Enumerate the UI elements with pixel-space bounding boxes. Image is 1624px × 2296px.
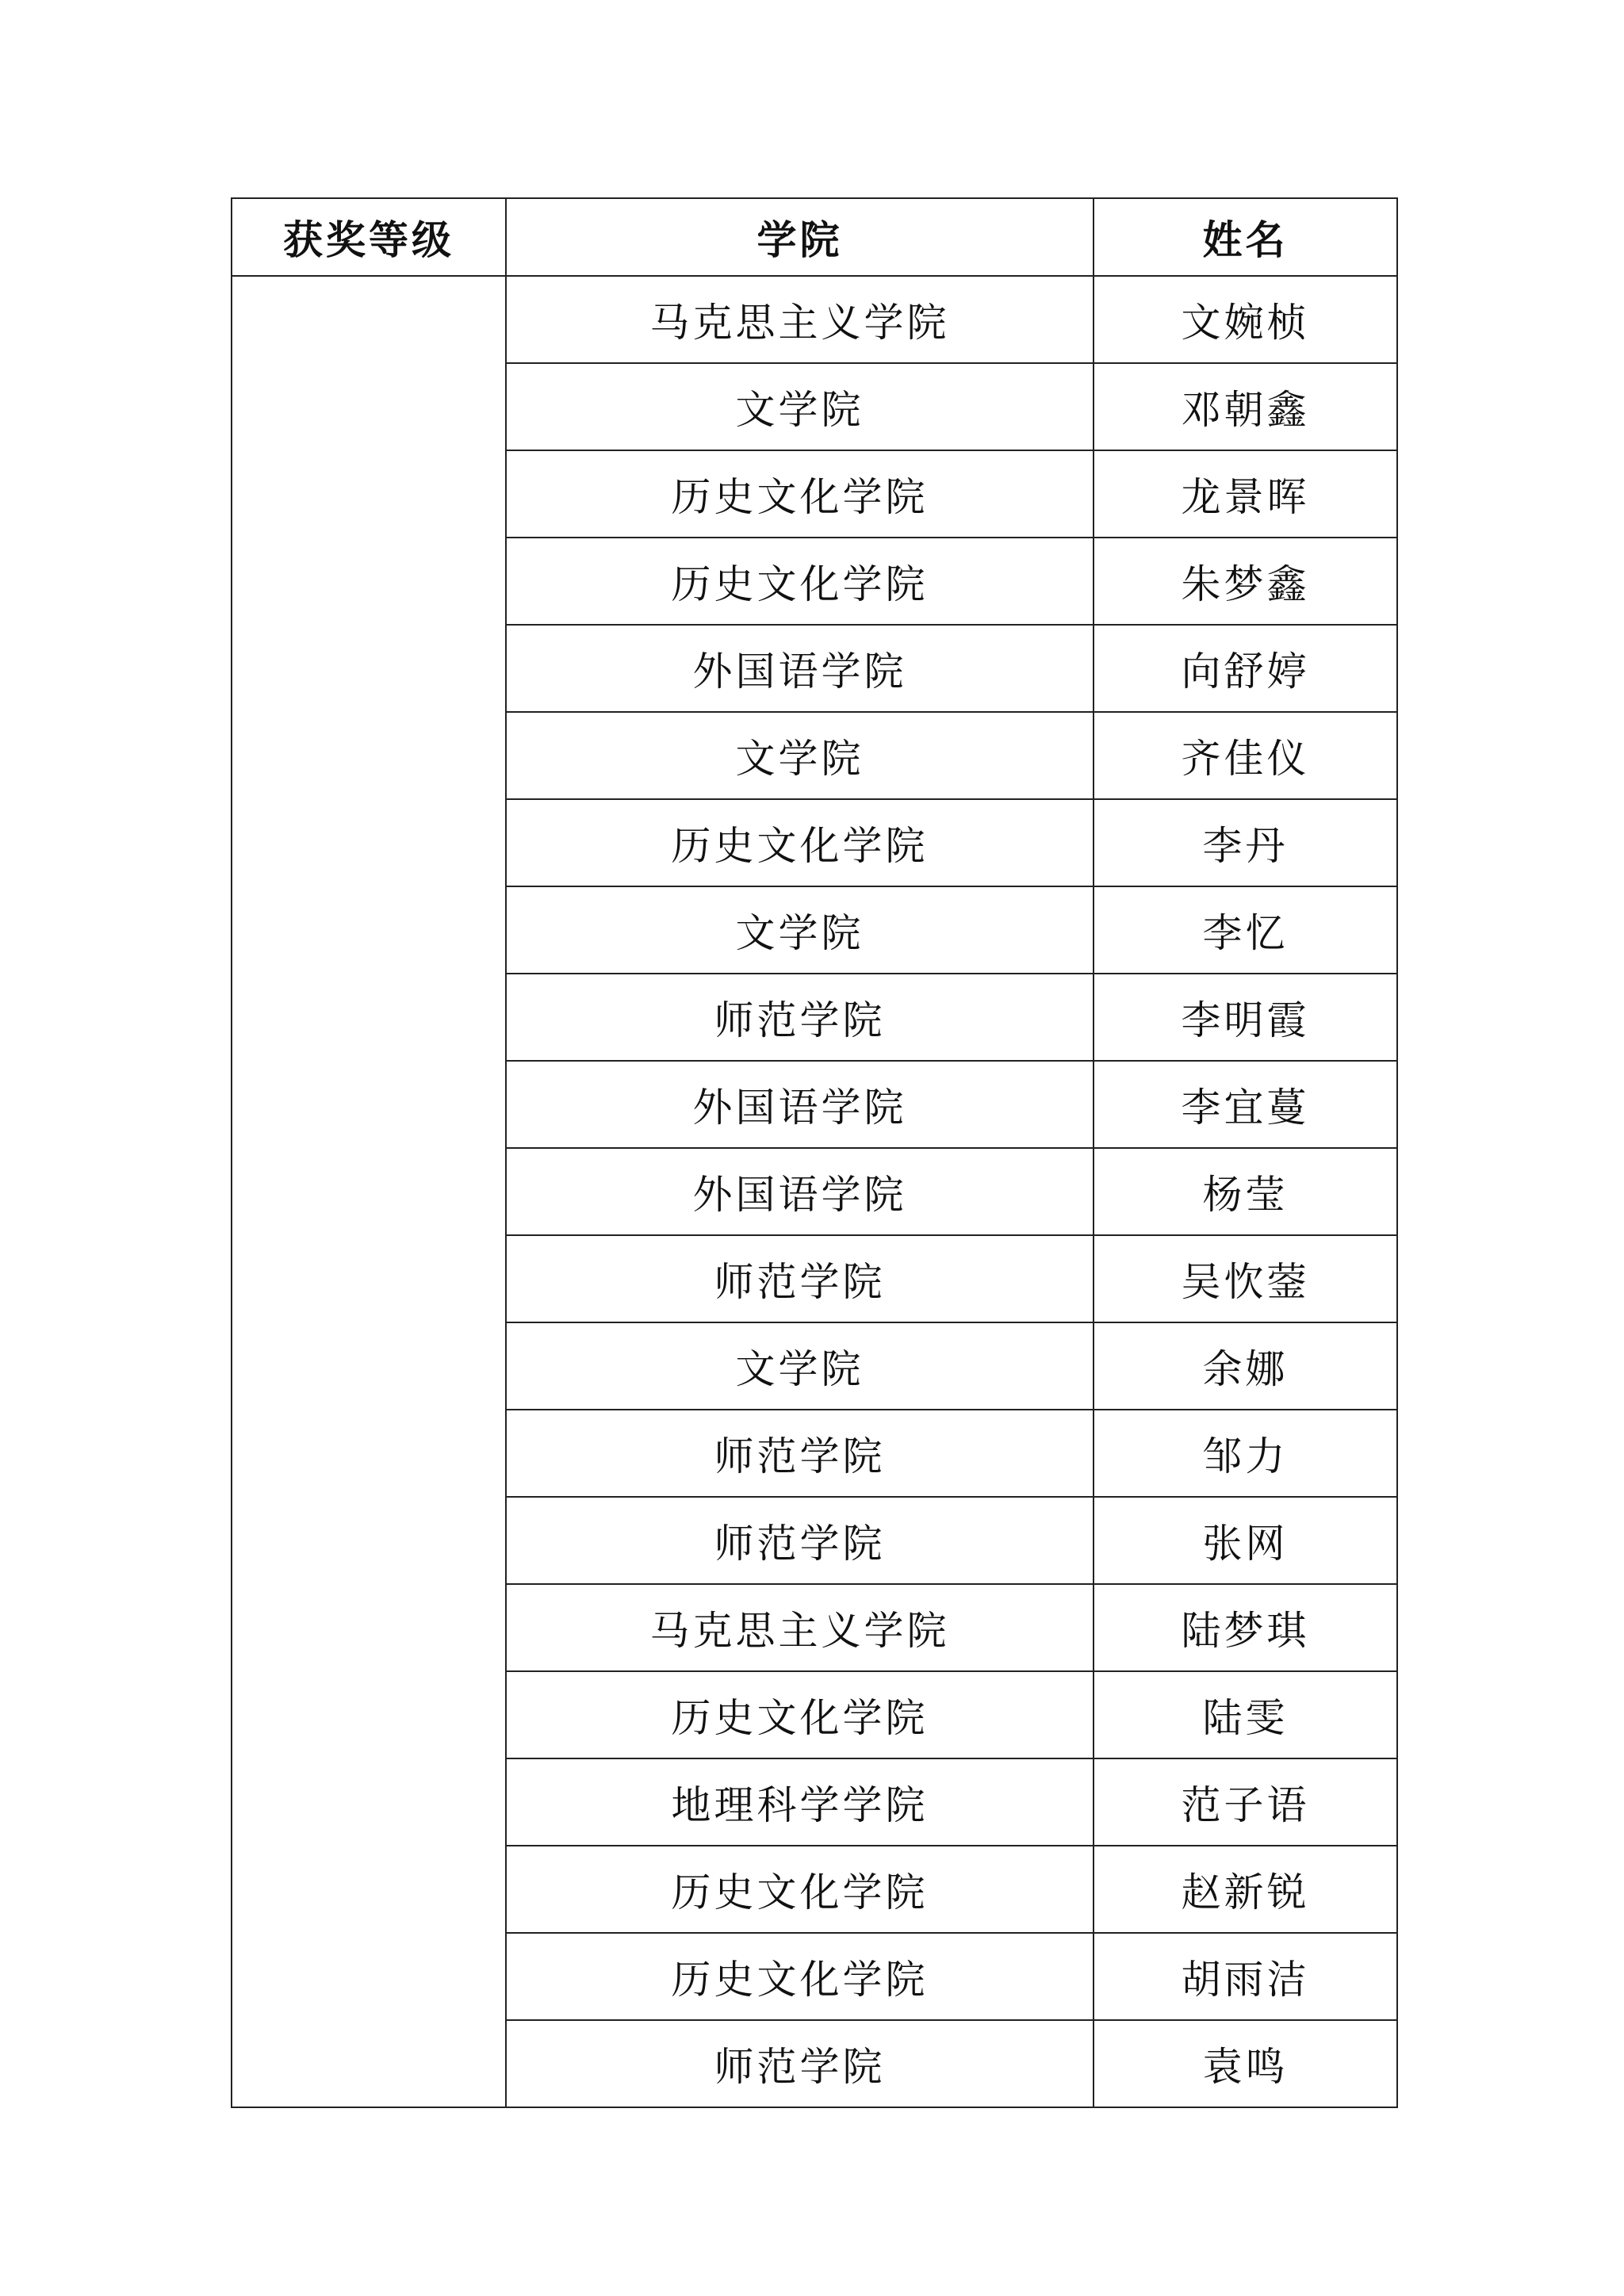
college-cell: 外国语学院 <box>506 1061 1094 1148</box>
student-name-cell: 余娜 <box>1094 1322 1397 1410</box>
student-name-cell: 邹力 <box>1094 1410 1397 1497</box>
student-name-cell: 杨莹 <box>1094 1148 1397 1235</box>
college-cell: 师范学院 <box>506 974 1094 1061</box>
student-name-cell: 向舒婷 <box>1094 625 1397 712</box>
college-cell: 历史文化学院 <box>506 799 1094 886</box>
college-cell: 文学院 <box>506 1322 1094 1410</box>
college-cell: 历史文化学院 <box>506 1671 1094 1758</box>
student-name-cell: 张网 <box>1094 1497 1397 1584</box>
header-row <box>232 198 1397 276</box>
student-name-cell: 朱梦鑫 <box>1094 538 1397 625</box>
award-level-cell <box>232 276 506 2107</box>
college-cell: 外国语学院 <box>506 1148 1094 1235</box>
college-cell: 历史文化学院 <box>506 450 1094 538</box>
student-name-cell: 陆雯 <box>1094 1671 1397 1758</box>
college-cell: 文学院 <box>506 363 1094 450</box>
college-cell: 历史文化学院 <box>506 1846 1094 1933</box>
header-college: 学院 <box>506 198 1094 276</box>
college-cell: 师范学院 <box>506 1497 1094 1584</box>
student-name-cell: 李忆 <box>1094 886 1397 974</box>
student-name-cell: 袁鸣 <box>1094 2020 1397 2107</box>
college-cell: 马克思主义学院 <box>506 1584 1094 1671</box>
student-name-cell: 胡雨洁 <box>1094 1933 1397 2020</box>
student-name-cell: 李明霞 <box>1094 974 1397 1061</box>
college-cell: 师范学院 <box>506 1235 1094 1322</box>
college-cell: 外国语学院 <box>506 625 1094 712</box>
college-cell: 历史文化学院 <box>506 1933 1094 2020</box>
table-body <box>232 276 1397 2107</box>
student-name-cell: 范子语 <box>1094 1758 1397 1846</box>
college-cell: 师范学院 <box>506 2020 1094 2107</box>
student-name-cell: 邓朝鑫 <box>1094 363 1397 450</box>
student-name-cell: 李丹 <box>1094 799 1397 886</box>
college-cell: 文学院 <box>506 886 1094 974</box>
college-cell: 地理科学学院 <box>506 1758 1094 1846</box>
student-name-cell: 陆梦琪 <box>1094 1584 1397 1671</box>
award-list-table <box>231 197 1398 2108</box>
student-name-cell: 文婉桢 <box>1094 276 1397 363</box>
header-award-level: 获奖等级 <box>232 198 506 276</box>
header-name: 姓名 <box>1094 198 1397 276</box>
college-cell: 历史文化学院 <box>506 538 1094 625</box>
student-name-cell: 李宜蔓 <box>1094 1061 1397 1148</box>
table-row <box>232 276 1397 363</box>
student-name-cell: 齐佳仪 <box>1094 712 1397 799</box>
college-cell: 师范学院 <box>506 1410 1094 1497</box>
college-cell: 文学院 <box>506 712 1094 799</box>
college-cell: 马克思主义学院 <box>506 276 1094 363</box>
student-name-cell: 赵新锐 <box>1094 1846 1397 1933</box>
student-name-cell: 吴忺蓥 <box>1094 1235 1397 1322</box>
student-name-cell: 龙景晖 <box>1094 450 1397 538</box>
